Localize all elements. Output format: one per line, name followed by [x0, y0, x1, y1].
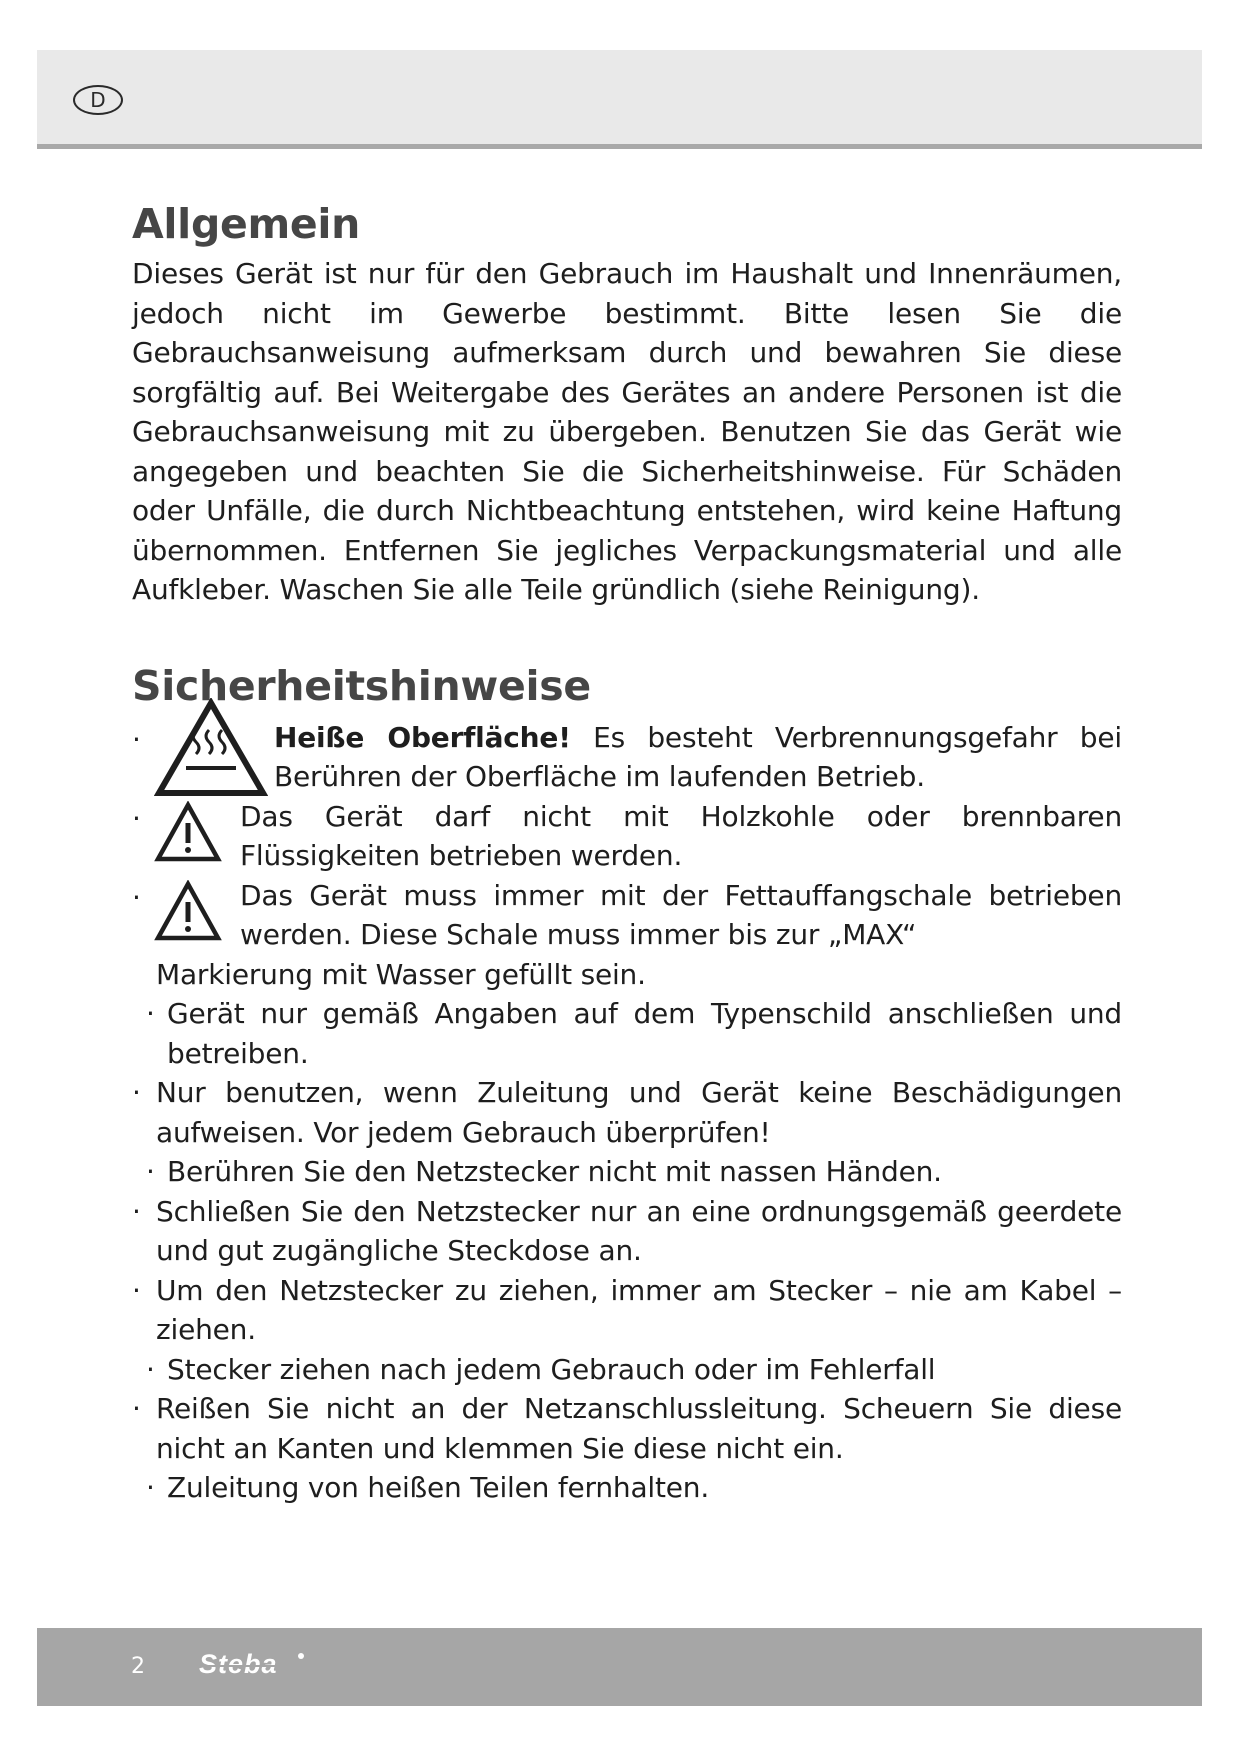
drip-tray-continuation: Markierung mit Wasser gefüllt sein. [156, 957, 646, 991]
general-section [132, 200, 1122, 610]
warning-triangle-icon [154, 880, 222, 942]
safety-heading: Sicherheitshinweise [132, 661, 591, 710]
bullet: · [132, 722, 141, 756]
bullet: · [146, 1155, 155, 1188]
drip-tray-warning-item [132, 876, 1122, 955]
language-badge: D [73, 85, 123, 115]
page-number: 2 [131, 1654, 145, 1679]
charcoal-warning-text: Das Gerät darf nicht mit Holzkohle oder brennbaren Flüssigkeiten betrieben werden. [240, 799, 1122, 872]
general-paragraph: Dieses Gerät ist nur für den Gebrauch im Haushalt und Innenräumen, jedoch nicht im Gewerbe bestimmt. Bitte lesen Sie die Gebrauchsanweisung aufmerksam durch und bewahren Sie diese sorgfältig auf. Bei Weitergabe des Gerätes an andere Personen ist die Gebrauchsanweisung mit zu übergeben. Benutzen Sie das Gerät wie angegeben und beachten Sie die Sicherheitshinweise. Für Schäden oder Unfälle, die durch Nichtbeachtung entstehen, wird keine Haftung übernommen. Entfernen Sie jegliches Verpackungsmaterial und alle Aufkleber. Waschen Sie alle Teile gründlich (siehe Reinigung). [132, 257, 1122, 606]
bullet: · [146, 1352, 155, 1386]
hot-surface-warning-icon [154, 698, 268, 800]
list-item: · Reißen Sie nicht an der Netzanschlussleitung. Scheuern Sie diese nicht an Kanten und klemmen Sie diese nicht ein. [132, 1389, 1122, 1468]
list-item: · Berühren Sie den Netzstecker nicht mit nassen Händen. [132, 1152, 1122, 1192]
list-item: · Zuleitung von heißen Teilen fernhalten. [132, 1468, 1122, 1508]
list-item: · Stecker ziehen nach jedem Gebrauch oder im Fehlerfall [132, 1350, 1122, 1390]
general-heading: Allgemein [132, 200, 361, 248]
bullet: · [132, 1273, 141, 1307]
bullet: · [132, 1392, 141, 1425]
bullet: · [146, 1471, 155, 1504]
bullet: · [132, 801, 141, 835]
list-item: · Schließen Sie den Netzstecker nur an eine ordnungsgemäß geerdete und gut zugängliche Steckdose an. [132, 1192, 1122, 1271]
safety-section [132, 662, 1122, 1508]
list-item: · Nur benutzen, wenn Zuleitung und Gerät keine Beschädigungen aufweisen. Vor jedem Gebrauch überprüfen! [132, 1073, 1122, 1152]
bullet: · [146, 997, 155, 1030]
bullet: · [132, 1076, 141, 1109]
charcoal-warning-item [132, 797, 1122, 876]
list-item: · Um den Netzstecker zu ziehen, immer am Stecker – nie am Kabel – ziehen. [132, 1271, 1122, 1350]
footer-band [37, 1628, 1202, 1706]
bullet: · [132, 880, 141, 914]
hot-surface-label: Heiße Oberfläche! [274, 720, 571, 754]
svg-text:Steba: Steba [199, 1649, 278, 1679]
hot-surface-item [132, 718, 1122, 797]
header-band [37, 50, 1202, 149]
list-item: · Gerät nur gemäß Angaben auf dem Typenschild anschließen und betreiben. [132, 994, 1122, 1073]
steba-logo [197, 1648, 327, 1684]
page-content [132, 200, 1122, 1508]
drip-tray-warning-text: Das Gerät muss immer mit der Fettauffangschale betrieben werden. Diese Schale muss immer bis zur „MAX“ [240, 878, 1122, 951]
warning-triangle-icon [154, 801, 222, 863]
bullet: · [132, 1194, 141, 1228]
hot-surface-text: Es besteht Verbrennungsgefahr bei Berühren der Oberfläche im laufenden Betrieb. [274, 720, 1122, 793]
